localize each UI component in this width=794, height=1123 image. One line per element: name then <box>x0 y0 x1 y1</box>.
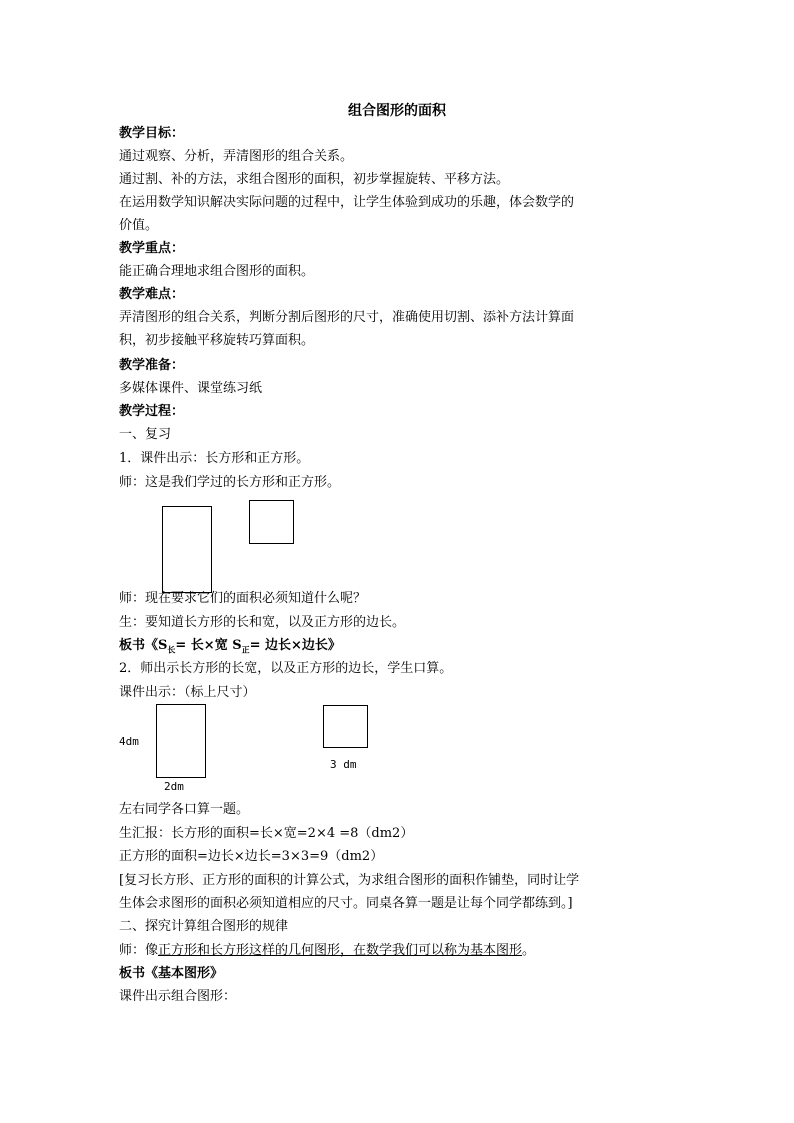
goal-2: 通过割、补的方法，求组合图形的面积，初步掌握旋转、平移方法。 <box>119 172 510 187</box>
goal-1: 通过观察、分析，弄清图形的组合关系。 <box>119 149 354 164</box>
goals-heading: 教学目标： <box>119 126 185 141</box>
board-formula-sub-square: 正 <box>241 644 250 655</box>
step-2: 师：这是我们学过的长方形和正方形。 <box>119 475 341 490</box>
board-formula-part-c: = 边长×边长》 <box>249 638 341 653</box>
explore-1 <box>119 941 639 961</box>
step-1: 1．课件出示：长方形和正方形。 <box>119 451 310 466</box>
key-point: 能正确合理地求组合图形的面积。 <box>119 264 315 279</box>
explore-1-suffix: 。 <box>522 943 536 958</box>
explore-1-prefix: 师：像 <box>119 943 159 958</box>
note-a: [复习长方形、正方形的面积的计算公式，为求组合图形的面积作铺垫，同时让学 <box>119 873 580 888</box>
prep-heading: 教学准备： <box>119 358 185 373</box>
rectangle-figure-sized <box>156 704 206 778</box>
step-9: 正方形的面积=边长×边长=3×3=9（dm2） <box>119 849 384 864</box>
explore-2: 课件出示组合图形： <box>119 989 237 1004</box>
board-formula <box>119 636 639 660</box>
board-basic-shapes: 板书《基本图形》 <box>119 966 224 981</box>
step-8: 生汇报：长方形的面积=长×宽=2×4 =8（dm2） <box>119 826 414 841</box>
rectangle-figure <box>162 506 212 593</box>
label-2dm: 2dm <box>164 780 184 793</box>
page-title: 组合图形的面积 <box>348 103 446 119</box>
step-5: 2．师出示长方形的长宽，以及正方形的边长，学生口算。 <box>119 661 453 676</box>
key-heading: 教学重点： <box>119 241 185 256</box>
board-formula-part-a: 板书《S <box>119 638 168 653</box>
prep-items: 多媒体课件、课堂练习纸 <box>119 381 263 396</box>
board-formula-part-b: = 长×宽 S <box>175 638 242 653</box>
step-6: 课件出示：（标上尺寸） <box>119 685 256 700</box>
note-b: 生体会求图形的面积必须知道相应的尺寸。同桌各算一题是让每个同学都练到。] <box>119 896 573 911</box>
goal-3a: 在运用数学知识解决实际问题的过程中，让学生体验到成功的乐趣，体会数学的 <box>119 195 575 210</box>
section-review: 一、复习 <box>119 427 172 442</box>
label-3dm: 3 dm <box>330 758 357 771</box>
process-heading: 教学过程： <box>119 404 185 419</box>
goal-3b: 价值。 <box>119 218 159 233</box>
board-formula-sub-long: 长 <box>167 644 176 655</box>
difficulty-heading: 教学难点： <box>119 287 185 302</box>
section-explore: 二、探究计算组合图形的规律 <box>119 919 289 934</box>
step-7: 左右同学各口算一题。 <box>119 802 250 817</box>
difficulty-1a: 弄清图形的组合关系，判断分割后图形的尺寸，准确使用切割、添补方法计算面 <box>119 310 575 325</box>
difficulty-1b: 积，初步接触平移旋转巧算面积。 <box>119 333 315 348</box>
label-4dm: 4dm <box>119 735 139 748</box>
square-figure-sized <box>323 705 368 748</box>
step-3: 师：现在要求它们的面积必须知道什么呢？ <box>119 591 367 606</box>
square-figure <box>249 500 294 544</box>
explore-1-underlined: 正方形和长方形这样的几何图形，在数学我们可以称为基本图形 <box>158 943 523 958</box>
step-4: 生：要知道长方形的长和宽，以及正方形的边长。 <box>119 615 406 630</box>
